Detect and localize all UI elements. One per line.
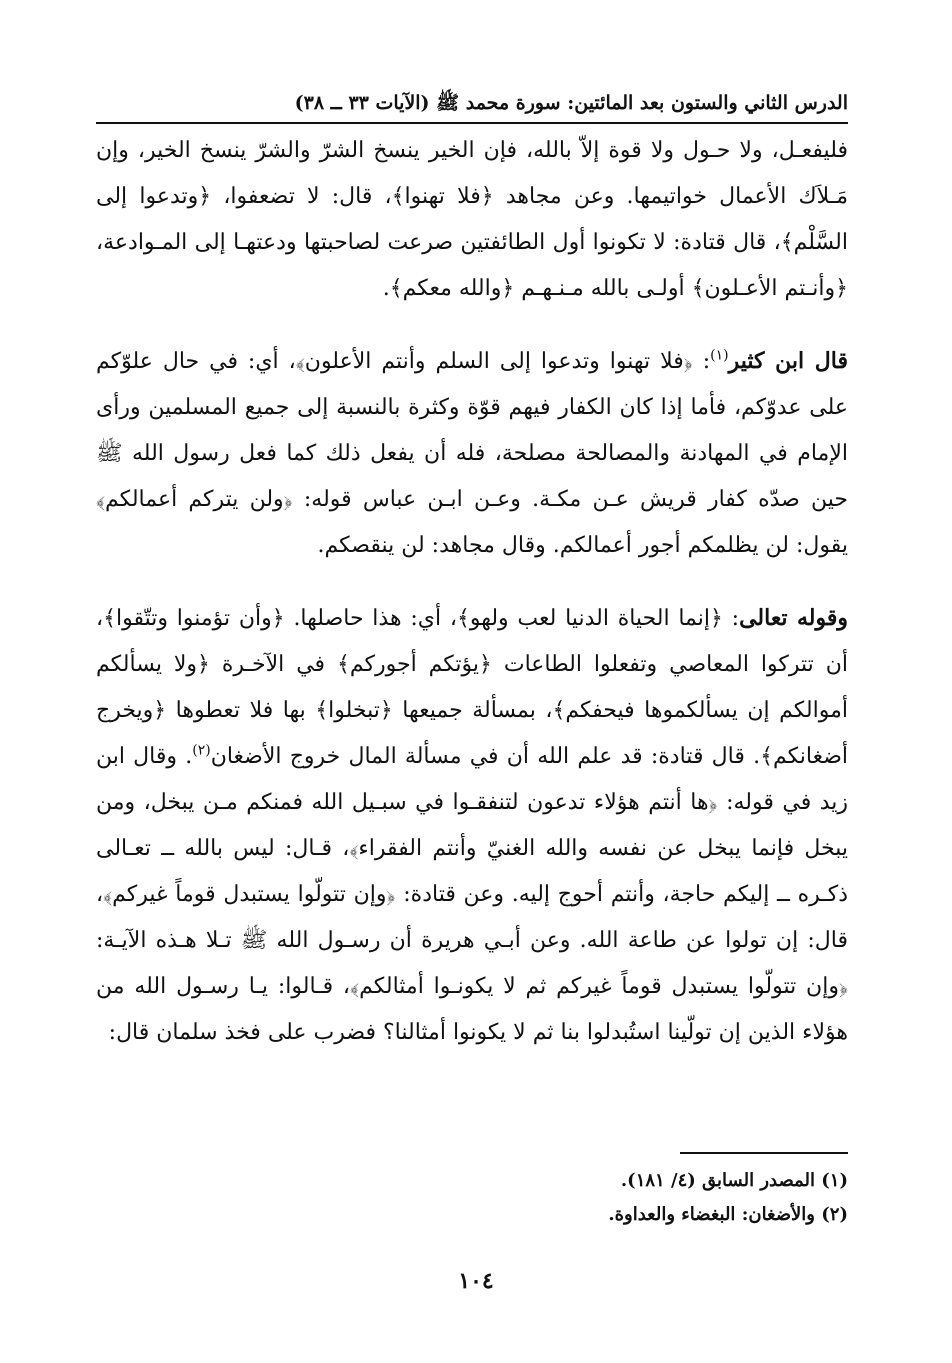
footnote-1-text: المصدر السابق (٤/ ١٨١). (620, 1170, 815, 1191)
footnote-2-text: والأضغان: البغضاء والعداوة. (608, 1204, 815, 1225)
paragraph-3-text-a: : ﴿إنما الحياة الدنيا لعب ولهو﴾، أي: هذا حاصلها. ﴿وأن تؤمنوا وتتّقوا﴾، أن تتركوا المعاصي وتفعلوا الطاعات ﴿يؤتكم أجوركم﴾ في الآخـرة ﴿ولا يسألكم أموالكم إن يسألكموها فيحفكم﴾، بمسألة جميعها ﴿تبخلوا﴾ بها فلا تعطوها ﴿ويخرج أضغانكم﴾. قال قتادة: قد علم الله أن في مسألة المال خروج الأضغان (96, 606, 848, 769)
running-header: الدرس الثاني والستون بعد المائتين: سورة محمد ﷺ (الآيات ٣٣ ــ ٣٨) (294, 92, 848, 114)
main-text (96, 128, 848, 1056)
paragraph-3 (96, 595, 848, 1056)
footnote-ref-2[interactable]: (٢) (192, 742, 211, 759)
paragraph-2-lead: قال ابن كثير (728, 348, 848, 374)
paragraph-3-lead: وقوله تعالى (739, 605, 848, 631)
paragraph-3-text-b: . وقال ابن زيد في قوله: ﴿ها أنتم هؤلاء تدعون لتنفقـوا في سبـيل الله فمنكم مـن يبخل، ومن يبخل فإنما يبخل عن نفسه والله الغنيّ وأنتم الفقراء﴾، قـال: ليس بالله ــ تعـالى ذكـره ــ إليكم حاجة، وأنتم أحوج إليه. وعن قتادة: ﴿وإن تتولّوا يستبدل قوماً غيركم﴾، قال: إن تولوا عن طاعة الله. وعن أبـي هريرة أن رسـول الله ﷺ تـلا هـذه الآيـة: ﴿وإن تتولّوا يستبدل قوماً غيركم ثم لا يكونـوا أمثالكم﴾، قـالوا: يـا رسـول الله من هؤلاء الذين إن تولّينا استُبدلوا بنا ثم لا يكونوا أمثالنا؟ فضرب على فخذ سلمان قال: (96, 744, 848, 1045)
paragraph-2-text: : ﴿فلا تهنوا وتدعوا إلى السلم وأنتم الأعلون﴾، أي: في حال علوّكم على عدوّكم، فأما إذا كان الكفار فيهم قوّة وكثرة بالنسبة إلى جميع المسلمين ورأى الإمام في المهادنة والمصالحة مصلحة، فله أن يفعل ذلك كما فعل رسول الله ﷺ حين صدّه كفار قريش عـن مكـة. وعـن ابـن عباس قوله: ﴿ولن يتركم أعمالكم﴾ يقول: لن يظلمكم أجور أعمالكم. وقال مجاهد: لن ينقصكم. (96, 349, 848, 558)
footnote-divider (680, 1152, 848, 1154)
paragraph-2 (96, 338, 848, 569)
footnote-ref-1[interactable]: (١) (710, 347, 729, 364)
footnote-2 (96, 1198, 848, 1232)
paragraph-1 (96, 128, 848, 312)
footnote-1-number: (١) (821, 1170, 848, 1191)
paragraph-1-text: فليفعـل، ولا حـول ولا قوة إلاّ بالله، فإن الخير ينسخ الشرّ والشرّ ينسخ الخير، وإن مَـلاَك الأعمال خواتيمها. وعن مجاهد ﴿فلا تهنوا﴾، قال: لا تضعفوا، ﴿وتدعوا إلى السَّلْم﴾، قال قتادة: لا تكونوا أول الطائفتين صرعت لصاحبتها ودعتهـا إلى المـوادعة، ﴿وأنـتم الأعـلون﴾ أولـى بالله مـنـهـم ﴿والله معكم﴾. (96, 138, 848, 301)
header-divider (96, 122, 848, 124)
footnote-2-number: (٢) (821, 1204, 848, 1225)
footnotes (96, 1164, 848, 1232)
footnote-1 (96, 1164, 848, 1198)
page-number: ١٠٤ (458, 1268, 494, 1294)
